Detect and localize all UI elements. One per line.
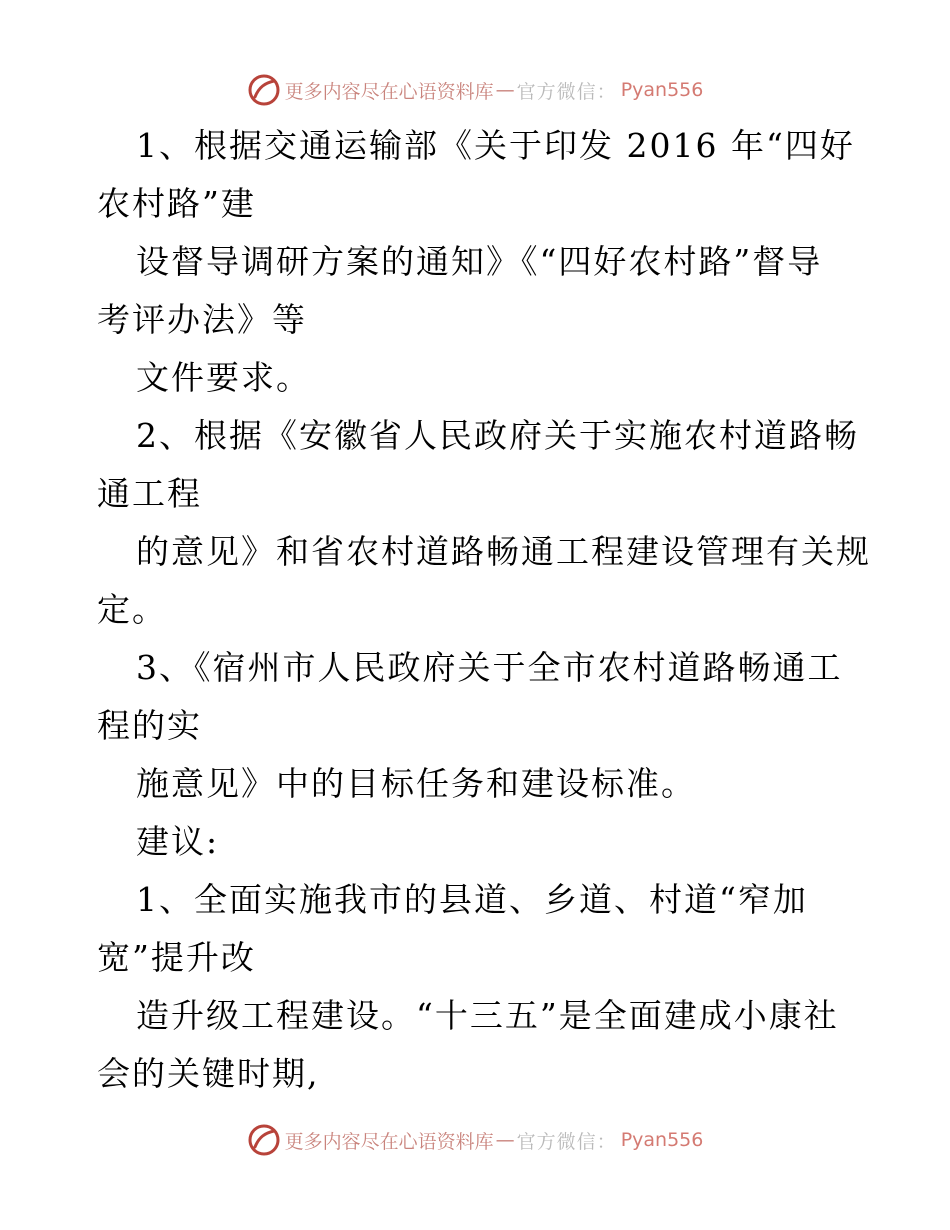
paragraph-line: 建议: bbox=[136, 822, 220, 861]
paragraph-line: 造升级工程建设。“十三五”是全面建成小康社 bbox=[136, 996, 839, 1035]
watermark-wechat-id: Pyan556 bbox=[620, 1129, 704, 1151]
paragraph-line: 1、全面实施我市的县道、乡道、村道“窄加 bbox=[136, 880, 808, 919]
footer-watermark bbox=[0, 1120, 950, 1160]
watermark-official-label: 官方微信： bbox=[516, 80, 617, 103]
paragraph-line: 定。 bbox=[97, 590, 167, 629]
paragraph-line: 文件要求。 bbox=[136, 358, 311, 397]
watermark-site-text: 更多内容尽在心语资料库 bbox=[284, 80, 494, 103]
pen-swirl-logo-icon bbox=[247, 1123, 281, 1157]
watermark-wechat-id: Pyan556 bbox=[620, 79, 704, 101]
paragraph-line: 1、根据交通运输部《关于印发 2016 年“四好 bbox=[136, 126, 855, 165]
paragraph-line: 农村路”建 bbox=[97, 184, 256, 223]
watermark-separator: — bbox=[495, 1129, 515, 1151]
watermark-separator: — bbox=[495, 79, 515, 101]
paragraph-line: 3、《宿州市人民政府关于全市农村道路畅通工 bbox=[136, 648, 843, 687]
paragraph-line: 宽”提升改 bbox=[97, 938, 256, 977]
paragraph-line: 通工程 bbox=[97, 474, 202, 513]
header-watermark bbox=[0, 70, 950, 110]
watermark-official-label: 官方微信： bbox=[516, 1130, 617, 1153]
paragraph-line: 施意见》中的目标任务和建设标准。 bbox=[136, 764, 696, 803]
paragraph-line: 2、根据《安徽省人民政府关于实施农村道路畅 bbox=[136, 416, 859, 455]
paragraph-line: 会的关键时期, bbox=[97, 1054, 320, 1093]
pen-swirl-logo-icon bbox=[247, 73, 281, 107]
paragraph-line: 设督导调研方案的通知》《“四好农村路”督导 bbox=[136, 242, 823, 281]
paragraph-line: 程的实 bbox=[97, 706, 202, 745]
paragraph-line: 的意见》和省农村道路畅通工程建设管理有关规 bbox=[136, 532, 871, 571]
watermark-site-text: 更多内容尽在心语资料库 bbox=[284, 1130, 494, 1153]
paragraph-line: 考评办法》等 bbox=[97, 300, 307, 339]
